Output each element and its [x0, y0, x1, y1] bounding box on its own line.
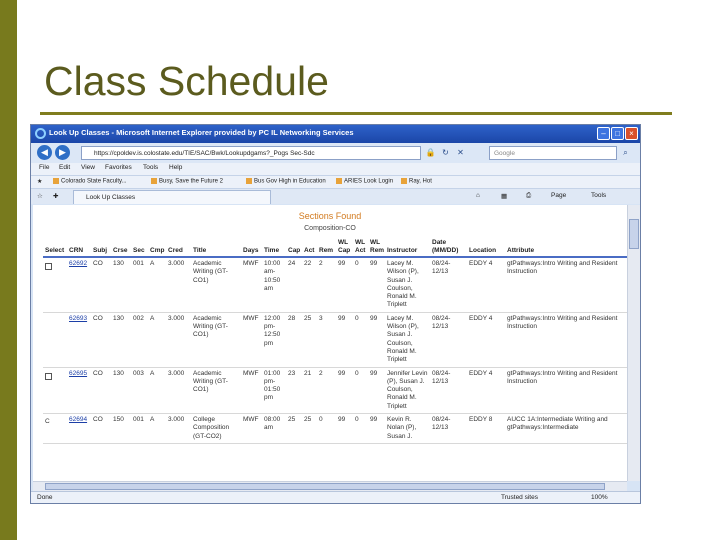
- cell-location: EDDY 4: [467, 367, 505, 413]
- select-cell[interactable]: [43, 257, 67, 312]
- cell-days: MWF: [241, 414, 262, 444]
- select-status: C: [45, 418, 50, 426]
- col-attribute: Attribute: [505, 238, 627, 257]
- print-icon[interactable]: ⎙: [526, 192, 532, 199]
- cell-location: EDDY 4: [467, 312, 505, 367]
- select-cell: [43, 414, 67, 444]
- cell-instructor: Lacey M. Wilson (P), Susan J. Coulson, Ronald M. Triplett: [385, 257, 430, 312]
- links-bar: [31, 175, 640, 188]
- col-location: Location: [467, 238, 505, 257]
- back-button[interactable]: ◀: [37, 145, 52, 160]
- col-title: Title: [191, 238, 241, 257]
- scroll-thumb[interactable]: [45, 483, 605, 490]
- cell-time: 10:00 am-10:50 am: [262, 257, 286, 312]
- table-row: [43, 257, 627, 312]
- cell-instructor: Lacey M. Wilson (P), Susan J. Coulson, Ronald M. Triplett: [385, 312, 430, 367]
- cell-crse: 130: [111, 367, 131, 413]
- cell-date: 08/24-12/13: [430, 414, 467, 444]
- cell-act: 25: [302, 312, 317, 367]
- maximize-button[interactable]: □: [611, 127, 624, 140]
- cell-sec: 001: [131, 257, 148, 312]
- scroll-thumb[interactable]: [629, 219, 639, 249]
- col-select: Select: [43, 238, 67, 257]
- link-item[interactable]: ARIES Look Login: [336, 178, 393, 185]
- cell-act: 22: [302, 257, 317, 312]
- cell-wl-cap: 99: [336, 414, 353, 444]
- star-icon[interactable]: ★: [37, 179, 43, 185]
- horizontal-scrollbar[interactable]: [33, 481, 627, 491]
- cell-days: MWF: [241, 257, 262, 312]
- ie-icon: [35, 128, 46, 139]
- window-titlebar: [31, 125, 640, 143]
- title-underline: [40, 112, 672, 115]
- link-item[interactable]: Ray, Hot: [401, 178, 432, 185]
- cell-cmp: A: [148, 367, 166, 413]
- col-days: Days: [241, 238, 262, 257]
- minimize-button[interactable]: –: [597, 127, 610, 140]
- select-cell[interactable]: [43, 367, 67, 413]
- menu-bar: [31, 163, 640, 175]
- cell-subj: CO: [91, 312, 111, 367]
- status-text: Done: [37, 494, 53, 501]
- menu-view[interactable]: View: [81, 164, 95, 171]
- cell-time: 12:00 pm-12:50 pm: [262, 312, 286, 367]
- menu-edit[interactable]: Edit: [59, 164, 71, 171]
- cell-cap: 23: [286, 367, 302, 413]
- crn-link[interactable]: 62693: [67, 312, 91, 367]
- table-row: [43, 414, 627, 444]
- col-sec: Sec: [131, 238, 148, 257]
- home-icon[interactable]: ⌂: [476, 192, 480, 199]
- cell-rem: 3: [317, 312, 336, 367]
- col-cmp: Cmp: [148, 238, 166, 257]
- cell-sec: 003: [131, 367, 148, 413]
- cell-attribute: gtPathways:Intro Writing and Resident Instruction: [505, 312, 627, 367]
- cell-crse: 130: [111, 312, 131, 367]
- window-title: Look Up Classes - Microsoft Internet Explorer provided by PC IL Networking Services: [49, 128, 354, 137]
- col-cred: Cred: [166, 238, 191, 257]
- col-crse: Crse: [111, 238, 131, 257]
- cell-subj: CO: [91, 257, 111, 312]
- cell-title: Academic Writing (GT-CO1): [191, 367, 241, 413]
- link-item[interactable]: Colorado State Faculty...: [53, 178, 127, 185]
- page-content: [33, 205, 627, 481]
- slide-accent-bar: [0, 0, 17, 540]
- cell-wl-act: 0: [353, 312, 368, 367]
- cell-wl-cap: 99: [336, 257, 353, 312]
- cell-time: 01:00 pm-01:50 pm: [262, 367, 286, 413]
- cell-subj: CO: [91, 367, 111, 413]
- col-date: Date (MM/DD): [430, 238, 467, 257]
- cell-cred: 3.000: [166, 414, 191, 444]
- col-subj: Subj: [91, 238, 111, 257]
- cell-rem: 0: [317, 414, 336, 444]
- table-row: [43, 312, 627, 367]
- col-act: Act: [302, 238, 317, 257]
- col-time: Time: [262, 238, 286, 257]
- status-bar: [31, 491, 640, 504]
- sections-heading: Sections Found: [298, 211, 362, 221]
- col-crn: CRN: [67, 238, 91, 257]
- cell-attribute: AUCC 1A:Intermediate Writing and gtPathways:Intermediate: [505, 414, 627, 444]
- menu-help[interactable]: Help: [169, 164, 183, 171]
- col-instructor: Instructor: [385, 238, 430, 257]
- cell-cap: 24: [286, 257, 302, 312]
- link-item[interactable]: Bus Gov High in Education: [246, 178, 326, 185]
- cell-cred: 3.000: [166, 257, 191, 312]
- cell-subj: CO: [91, 414, 111, 444]
- cell-location: EDDY 4: [467, 257, 505, 312]
- cell-cred: 3.000: [166, 312, 191, 367]
- sections-subheading: Composition-CO: [304, 225, 356, 232]
- cell-attribute: gtPathways:Intro Writing and Resident Instruction: [505, 367, 627, 413]
- cell-act: 25: [302, 414, 317, 444]
- menu-file[interactable]: File: [39, 164, 50, 171]
- cell-days: MWF: [241, 367, 262, 413]
- tools-menu[interactable]: Tools: [591, 192, 607, 199]
- link-item[interactable]: Busy, Save the Future 2: [151, 178, 223, 185]
- add-favorite-icon[interactable]: ✚: [53, 193, 59, 200]
- cell-date: 08/24-12/13: [430, 257, 467, 312]
- cell-days: MWF: [241, 312, 262, 367]
- cell-wl-rem: 99: [368, 312, 385, 367]
- col-wl-act: WL Act: [353, 238, 368, 257]
- cell-cmp: A: [148, 312, 166, 367]
- cell-crse: 130: [111, 257, 131, 312]
- browser-window: [30, 124, 641, 504]
- cell-wl-act: 0: [353, 414, 368, 444]
- menu-favorites[interactable]: Favorites: [105, 164, 132, 171]
- tab-bar: [31, 188, 640, 204]
- address-input[interactable]: https://cpoldev.is.colostate.edu/TIE/SAC/Bwk/Lookupdgams?_Pogs Sec-Sdc: [81, 146, 421, 160]
- cell-title: Academic Writing (GT-CO1): [191, 257, 241, 312]
- refresh-icon[interactable]: ↻: [442, 148, 449, 157]
- table-header-row: [43, 238, 627, 257]
- favorites-star-icon[interactable]: ☆: [37, 193, 43, 200]
- crn-link[interactable]: 62692: [67, 257, 91, 312]
- forward-button[interactable]: ▶: [55, 145, 70, 160]
- zone-indicator: Trusted sites: [501, 494, 538, 501]
- col-wl-rem: WL Rem: [368, 238, 385, 257]
- cell-sec: 001: [131, 414, 148, 444]
- select-cell: [43, 312, 67, 367]
- zoom-level[interactable]: 100%: [591, 494, 608, 501]
- cell-wl-act: 0: [353, 257, 368, 312]
- cell-cap: 28: [286, 312, 302, 367]
- crn-link[interactable]: 62695: [67, 367, 91, 413]
- cell-act: 21: [302, 367, 317, 413]
- cell-cmp: A: [148, 257, 166, 312]
- cell-rem: 2: [317, 367, 336, 413]
- cell-wl-rem: 99: [368, 257, 385, 312]
- select-checkbox[interactable]: [45, 373, 52, 380]
- select-checkbox[interactable]: [45, 263, 52, 270]
- crn-link[interactable]: 62694: [67, 414, 91, 444]
- cell-sec: 002: [131, 312, 148, 367]
- cell-location: EDDY 8: [467, 414, 505, 444]
- feeds-icon[interactable]: ▦: [501, 193, 508, 200]
- stop-icon[interactable]: ✕: [457, 148, 464, 157]
- cell-crse: 150: [111, 414, 131, 444]
- cell-rem: 2: [317, 257, 336, 312]
- vertical-scrollbar[interactable]: [627, 205, 640, 481]
- search-icon[interactable]: ⌕: [623, 148, 628, 157]
- cell-cmp: A: [148, 414, 166, 444]
- lock-icon[interactable]: 🔒: [425, 148, 436, 157]
- cell-time: 08:00 am: [262, 414, 286, 444]
- cell-date: 08/24-12/13: [430, 312, 467, 367]
- page-menu[interactable]: Page: [551, 192, 567, 199]
- col-rem: Rem: [317, 238, 336, 257]
- cell-wl-cap: 99: [336, 312, 353, 367]
- cell-cred: 3.000: [166, 367, 191, 413]
- cell-date: 08/24-12/13: [430, 367, 467, 413]
- cell-wl-rem: 99: [368, 367, 385, 413]
- cell-attribute: gtPathways:Intro Writing and Resident Instruction: [505, 257, 627, 312]
- cell-title: College Composition (GT-CO2): [191, 414, 241, 444]
- table-row: [43, 367, 627, 413]
- address-toolbar: [31, 143, 640, 163]
- col-wl-cap: WL Cap: [336, 238, 353, 257]
- cell-wl-act: 0: [353, 367, 368, 413]
- slide-title: Class Schedule: [44, 58, 329, 104]
- search-input[interactable]: Google: [489, 146, 617, 160]
- cell-title: Academic Writing (GT-CO1): [191, 312, 241, 367]
- cell-instructor: Kevin R. Nolan (P), Susan J.: [385, 414, 430, 444]
- cell-cap: 25: [286, 414, 302, 444]
- close-button[interactable]: ×: [625, 127, 638, 140]
- col-cap: Cap: [286, 238, 302, 257]
- schedule-table: [43, 238, 627, 444]
- cell-instructor: Jennifer Levin (P), Susan J. Coulson, Ronald M. Triplett: [385, 367, 430, 413]
- menu-tools[interactable]: Tools: [143, 164, 159, 171]
- cell-wl-rem: 99: [368, 414, 385, 444]
- cell-wl-cap: 99: [336, 367, 353, 413]
- tab-look-up-classes[interactable]: Look Up Classes: [73, 190, 271, 204]
